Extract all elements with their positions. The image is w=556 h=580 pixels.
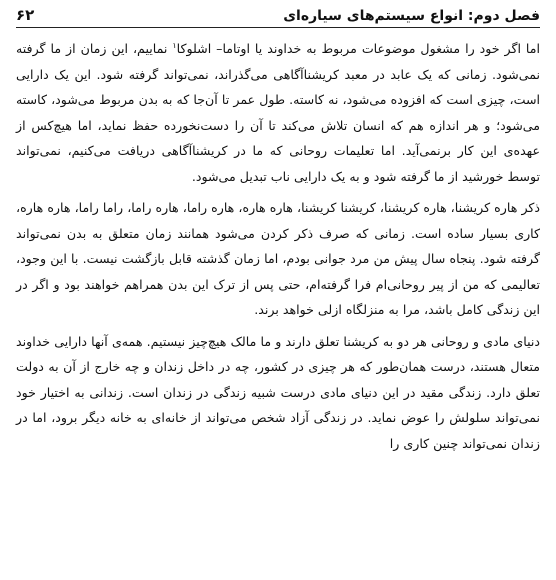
paragraph-1-text-start: اما اگر خود را مشغول موضوعات مربوط به خداوند یا اوتاما– اشلوکا: [176, 41, 541, 56]
footnote-marker: ۱: [172, 40, 177, 50]
paragraph-3: دنیای مادی و روحانی هر دو به کریشنا تعلق دارند و ما مالک هیچ‌چیز نیستیم. همه‌ی آنها دارایی خداوند متعال هستند، درست همان‌طور که هر چیزی در کشور، چه در داخل زندان و چه خارج از آن به دولت تعلق دارد. زندگی مقید در این دنیای مادی درست شبیه زندگی در زندان است. زندانی به اختیار خود نمی‌تواند سلولش را عوض نماید. در زندگی آزاد شخص می‌تواند از خانه‌ای به خانه دیگر برود، اما در زندان نمی‌تواند چنین کاری را: [16, 333, 540, 451]
page-header: [16, 6, 540, 28]
paragraph-1: [16, 36, 540, 189]
chapter-title: فصل دوم: انواع سیستم‌های سیاره‌ای: [283, 8, 540, 24]
paragraph-2: ذکر هاره کریشنا، هاره کریشنا، کریشنا کریشنا، هاره هاره، هاره راما، هاره راما، راما راما، هاره هاره، کاری بسیار ساده است. زمانی که صرف ذکر کردن می‌شود همانند زمان متعلق به بدن نمی‌تواند گرفته شود. پنجاه سال پیش من مرد جوانی بودم، اما زمان گذشته قابل بازگشت نیست. با این وجود، تعالیمی که من از پیر روحانی‌ام فرا گرفته‌ام، حتی پس از ترک این بدن همراهم خواهند بود و اگر در این زندگی کامل باشد، مرا به منزلگاه ازلی خواهد برند.: [16, 200, 540, 317]
paragraph-1-text-end: نماییم، این زمان از ما گرفته نمی‌شود. زمانی که یک عابد در معبد کریشناآگاهی می‌گذراند، نمی‌تواند گرفته شود. این یک دارایی است، چیزی است که افزوده می‌شود، نه کاسته. طول عمر تا آن‌جا که به بدن مربوط می‌شود، کاسته می‌شود؛ و هر اندازه هم که انسان تلاش می‌کند تا آن را دست‌نخورده حفظ نماید، اما هیچ‌کس از عهده‌ی این کار برنمی‌آید. اما تعلیمات روحانی که ما در کریشناآگاهی دریافت می‌کنیم، نمی‌تواند توسط خورشید از ما گرفته شود و به یک دارایی ناب تبدیل می‌شود.: [16, 41, 540, 184]
page-number: ۶۲: [16, 6, 35, 24]
